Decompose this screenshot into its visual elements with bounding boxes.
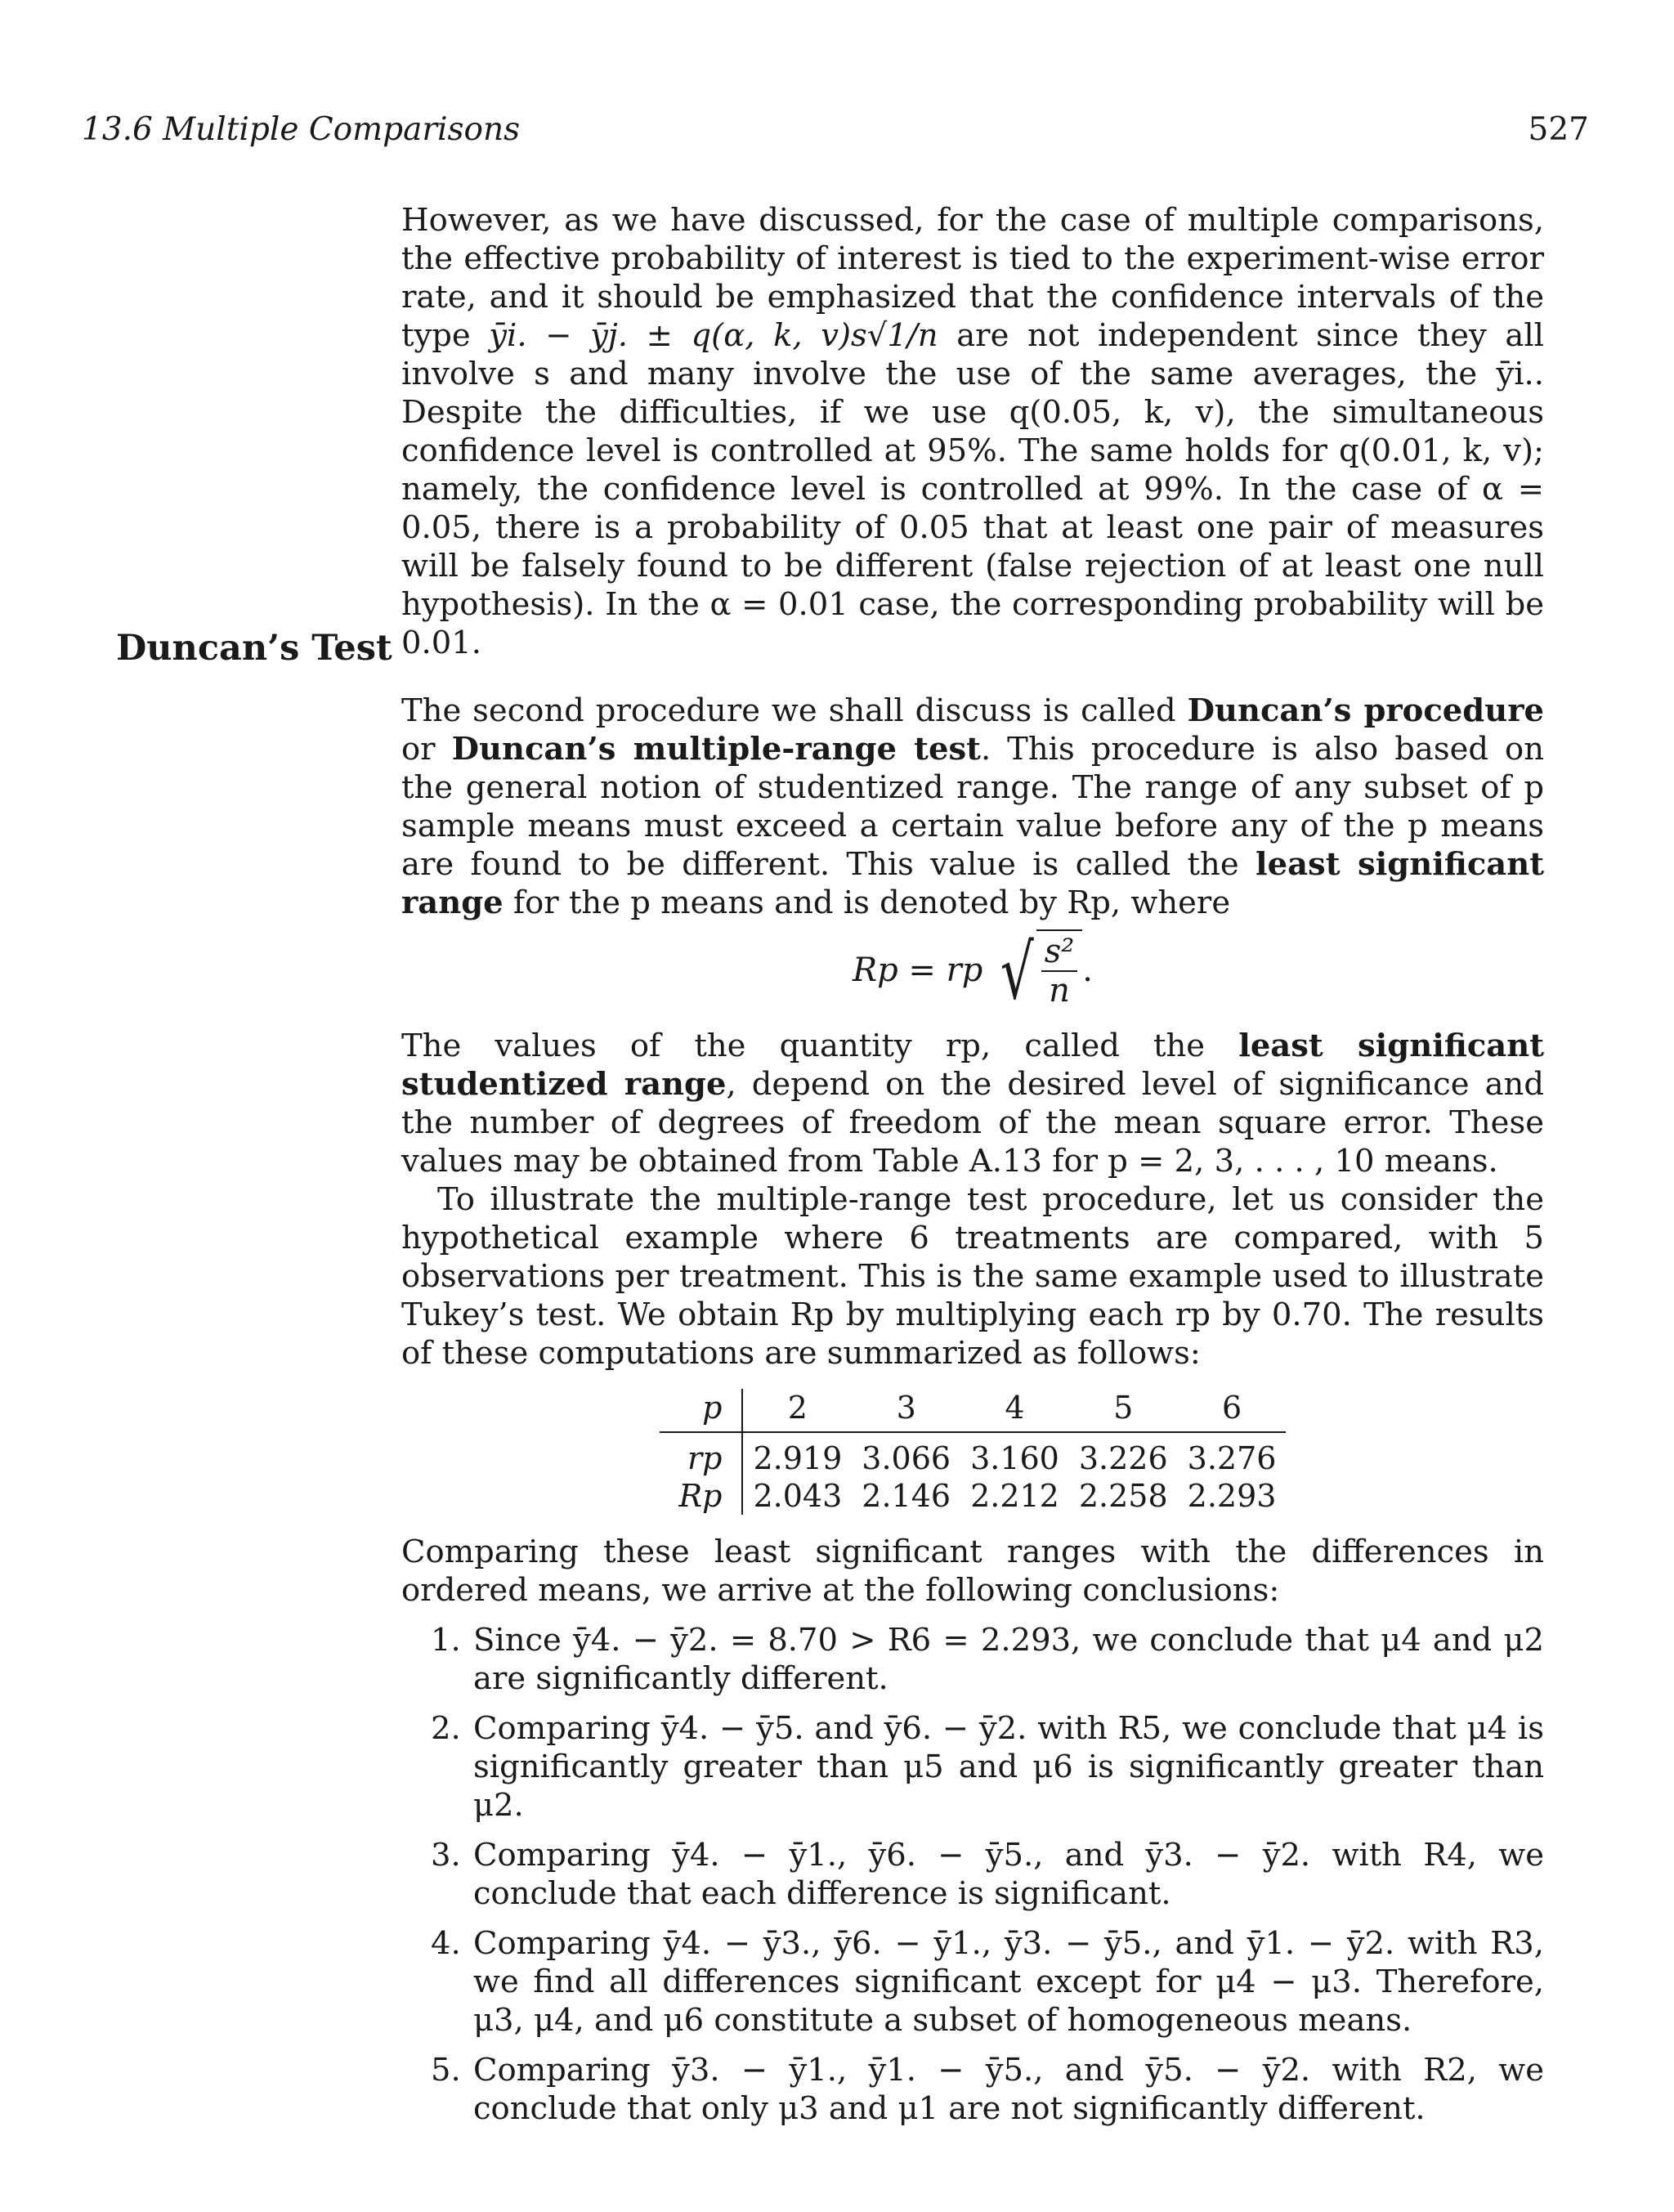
table-row (660, 1477, 1287, 1515)
list-number: 1. (431, 1622, 461, 1659)
page-number: 527 (1528, 111, 1589, 148)
sqrt-sign-icon: √ (1000, 929, 1034, 1016)
table-header-label: p (660, 1389, 743, 1432)
para2-text-3: . This procedure is also based on the general notion of studentized range. The range of any subset of p sample means must exceed a certain value before any of the p means are found to be different. This value is called the (401, 731, 1545, 883)
paragraph-comparing: Comparing these least significant ranges with the differences in ordered means, we arrive at the following conclusions: (401, 1534, 1544, 1609)
conclusions-list (401, 1621, 1544, 2128)
table-header-cell: 5 (1069, 1389, 1178, 1432)
table-cell: 3.226 (1078, 1440, 1168, 1476)
table-cell: 2.293 (1187, 1478, 1277, 1514)
list-item (401, 1621, 1544, 1698)
table-cell: 2.043 (753, 1478, 843, 1514)
list-item-text: Comparing ȳ4. − ȳ5. and ȳ6. − ȳ2. with R5, we conclude that μ4 is significantly greater than μ5 and μ6 is significantly greater than μ2. (473, 1710, 1544, 1824)
term-duncans-procedure: Duncan’s procedure (1187, 692, 1544, 729)
list-item-text: Since ȳ4. − ȳ2. = 8.70 > R6 = 2.293, we conclude that μ4 and μ2 are significantly different. (473, 1622, 1544, 1697)
paragraph-studentized-range (401, 1027, 1544, 1180)
equation-denominator: n (1049, 972, 1070, 1010)
para2-text-2: or (401, 731, 452, 768)
duncan-section-body (401, 692, 1544, 2128)
term-least-significant-range: least significant range (401, 846, 1544, 921)
paragraph-experiment-wise-error (401, 201, 1544, 662)
table-cell: 3.160 (970, 1440, 1059, 1476)
para1-text-b: are not independent since they all involve s and many involve the use of the same averages, the ȳi.. Despite the difficulties, if we use q(0.05, k, v), the simultaneous confidence level is controlled at 95%. The same holds for q(0.01, k, v); namely, the confidence level is controlled at 99%. In the case of α = 0.05, there is a probability of 0.05 that at least one pair of measures will be falsely found to be different (false rejection of at least one null hypothesis). In the α = 0.01 case, the corresponding probability will be 0.01. (401, 317, 1545, 661)
list-item-text: Comparing ȳ4. − ȳ3., ȳ6. − ȳ1., ȳ3. − ȳ5., and ȳ1. − ȳ2. with R3, we find all differences significant except for μ4 − μ3. Therefore, μ3, μ4, and μ6 constitute a subset of homogeneous means. (473, 1925, 1544, 2039)
section-heading-duncans-test: Duncan’s Test (116, 628, 392, 669)
table-row-label: Rp (660, 1477, 743, 1515)
para2-text-4: for the p means and is denoted by Rp, where (503, 884, 1231, 921)
display-equation-rp: Rp = rp √ $\frac{\text{s²}}{n}$ . (852, 929, 1094, 1016)
equation-lhs: Rp = rp (852, 952, 983, 989)
list-number: 2. (431, 1710, 461, 1747)
table-cell: 2.212 (970, 1478, 1059, 1514)
para3-text-2: , depend on the desired level of significance and the number of degrees of freedom of the mean square error. These values may be obtained from Table A.13 for p = 2, 3, . . . , 10 means. (401, 1066, 1544, 1180)
para2-text-1: The second procedure we shall discuss is called (401, 692, 1188, 729)
paragraph-illustration: To illustrate the multiple-range test procedure, let us consider the hypothetical example where 6 treatments are compared, with 5 observations per treatment. This is the same example used to illustrate Tukey’s test. We obtain Rp by multiplying each rp by 0.70. The results of these computations are summarized as follows: (401, 1181, 1544, 1372)
equation-numerator: s² (1041, 933, 1078, 972)
table-cell: 3.066 (862, 1440, 951, 1476)
para3-text-1: The values of the quantity rp, called the (401, 1028, 1239, 1064)
table-header-cell: 3 (852, 1389, 960, 1432)
table-header-cell: 4 (960, 1389, 1069, 1432)
term-least-significant-studentized-range: least significant studentized range (401, 1028, 1544, 1103)
para1-text-a: However, as we have discussed, for the case of multiple comparisons, the effective probability of interest is tied to the experiment-wise error rate, and it should be emphasized that the confidence intervals of the type (401, 202, 1544, 354)
least-significant-range-table (660, 1389, 1287, 1515)
list-item (401, 1709, 1544, 1825)
table-cell: 2.919 (753, 1440, 843, 1476)
paragraph-duncans-procedure (401, 692, 1544, 922)
list-number: 5. (431, 2052, 461, 2089)
list-item (401, 1924, 1544, 2040)
list-item-text: Comparing ȳ4. − ȳ1., ȳ6. − ȳ5., and ȳ3. − ȳ2. with R4, we conclude that each difference is significant. (473, 1837, 1544, 1912)
table-row (660, 1432, 1287, 1477)
table-header-cell: 6 (1178, 1389, 1287, 1432)
table-cell: 2.146 (862, 1478, 951, 1514)
running-header-section: 13.6 Multiple Comparisons (82, 111, 521, 148)
table-cell: 2.258 (1078, 1478, 1168, 1514)
table-cell: 3.276 (1187, 1440, 1277, 1476)
list-item (401, 2051, 1544, 2128)
table-row-label: rp (660, 1432, 743, 1477)
list-item (401, 1836, 1544, 1913)
list-number: 3. (431, 1837, 461, 1874)
list-item-text: Comparing ȳ3. − ȳ1., ȳ1. − ȳ5., and ȳ5. − ȳ2. with R2, we conclude that only μ3 and μ1 are not significantly different. (473, 2052, 1544, 2127)
intro-paragraph-block (401, 201, 1544, 662)
table-header-row (660, 1389, 1287, 1432)
equation-radicand (1036, 929, 1083, 1010)
table-header-cell: 2 (742, 1389, 852, 1432)
list-number: 4. (431, 1925, 461, 1962)
term-multiple-range-test: Duncan’s multiple-range test (451, 731, 981, 768)
para1-ci-formula: ȳi. − ȳj. ± q(α, k, v)s√1/n (489, 317, 938, 354)
